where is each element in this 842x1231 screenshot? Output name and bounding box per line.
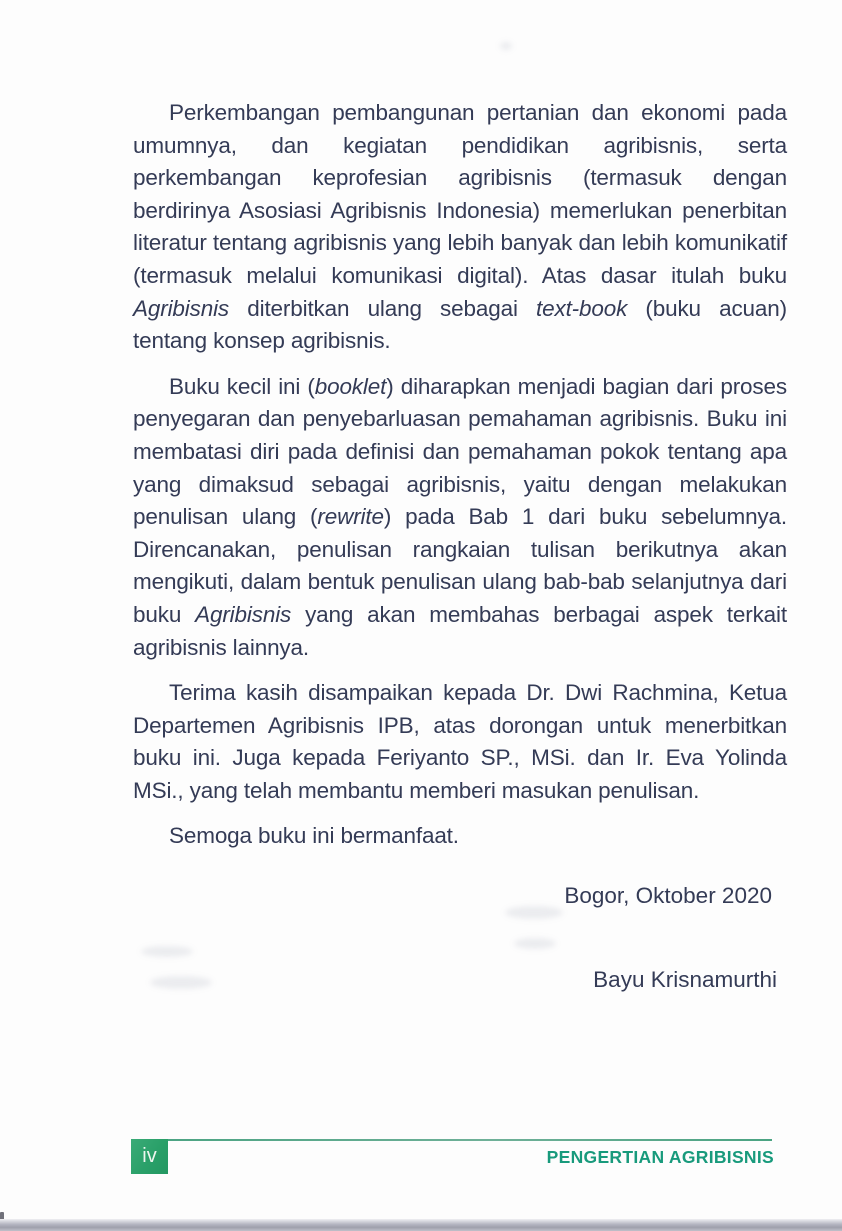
footer-rule bbox=[150, 1139, 772, 1141]
scan-smudge bbox=[500, 42, 512, 50]
scan-smudge bbox=[514, 938, 556, 949]
scanner-edge-strip bbox=[0, 1219, 842, 1231]
signature-name: Bayu Krisnamurthi bbox=[593, 967, 777, 992]
running-title: PENGERTIAN AGRIBISNIS bbox=[546, 1147, 774, 1167]
body-text bbox=[133, 97, 787, 866]
paragraph: Perkembangan pembangunan pertanian dan ekonomi pada umumnya, dan kegiatan pendidikan agribisnis, serta perkembangan keprofesian agribisnis (termasuk dengan berdirinya Asosiasi Agribisnis Indonesia) memerlukan penerbitan literatur tentang agribisnis yang lebih banyak dan lebih komunikatif (termasuk melalui komunikasi digital). Atas dasar itulah buku Agribisnis diterbitkan ulang sebagai text-book (buku acuan) tentang konsep agribisnis. bbox=[133, 100, 787, 354]
page-number-badge bbox=[131, 1139, 168, 1174]
paragraph: Terima kasih disampaikan kepada Dr. Dwi Rachmina, Ketua Departemen Agribisnis IPB, atas dorongan untuk menerbitkan buku ini. Juga kepada Feriyanto SP., MSi. dan Ir. Eva Yolinda MSi., yang telah membantu memberi masukan penulisan. bbox=[133, 680, 787, 803]
signature-place-date: Bogor, Oktober 2020 bbox=[564, 883, 772, 908]
paragraph: Semoga buku ini bermanfaat. bbox=[169, 823, 459, 849]
scan-smudge bbox=[505, 906, 563, 919]
scan-smudge bbox=[141, 946, 193, 957]
scan-smudge bbox=[150, 976, 212, 989]
paragraph: Buku kecil ini (booklet) diharapkan menjadi bagian dari proses penyegaran dan penyebarluasan pemahaman agribisnis. Buku ini membatasi diri pada definisi dan pemahaman pokok tentang apa yang dimaksud sebagai agribisnis, yaitu dengan melakukan penulisan ulang (rewrite) pada Bab 1 dari buku sebelumnya. Direncanakan, penulisan rangkaian tulisan berikutnya akan mengikuti, dalam bentuk penulisan ulang bab-bab selanjutnya dari buku Agribisnis yang akan membahas berbagai aspek terkait agribisnis lainnya. bbox=[133, 373, 787, 660]
page-number: iv bbox=[142, 1145, 157, 1167]
